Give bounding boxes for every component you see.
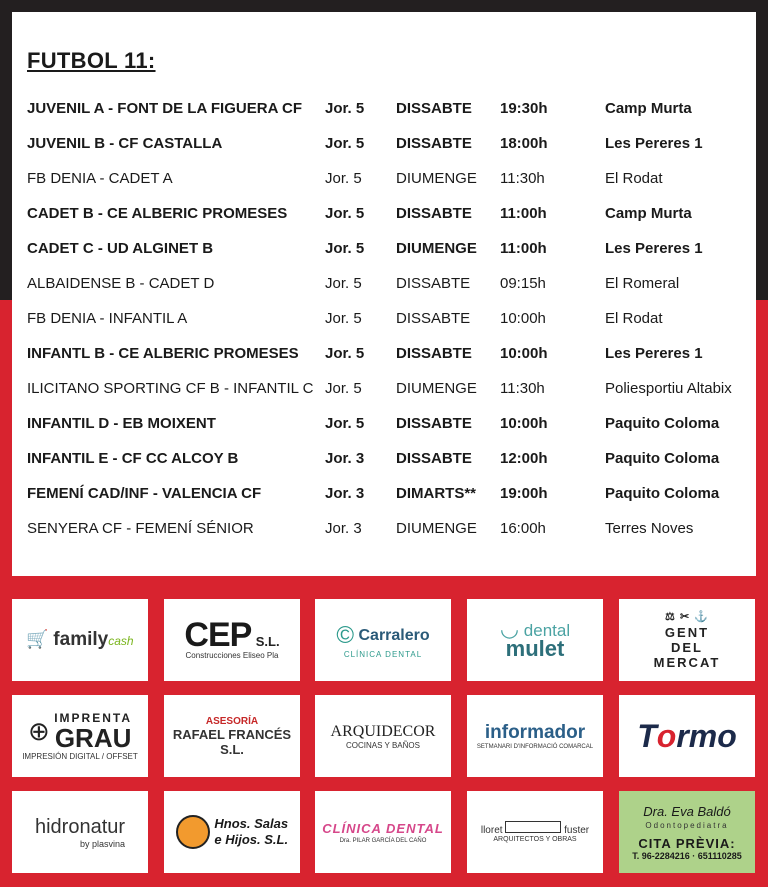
fixture-row	[12, 231, 756, 266]
sponsor-family-cash-name: family	[53, 629, 109, 650]
fixture-match: CADET B - CE ALBERIC PROMESES	[27, 205, 288, 222]
sponsor-eva-phones: T. 96-2284216 · 651110285	[632, 851, 742, 861]
fixture-venue: Paquito Coloma	[605, 450, 720, 467]
fixture-jornada: Jor. 5	[325, 100, 365, 117]
fixture-day: DIUMENGE	[396, 520, 477, 537]
fixture-match: FB DENIA - CADET A	[27, 170, 173, 187]
fixture-day: DISSABTE	[396, 275, 471, 292]
orange-fruit-icon	[176, 815, 210, 849]
sponsor-grau-line1: IMPRENTA	[54, 711, 132, 725]
sponsor-arquidecor-name: ARQUIDECOR	[330, 722, 436, 740]
fixture-day: DIUMENGE	[396, 380, 477, 397]
sponsor-tormo	[619, 695, 755, 777]
fixture-jornada: Jor. 3	[325, 450, 365, 467]
fixture-jornada: Jor. 5	[325, 240, 365, 257]
sponsor-eva-specialty: Odontopediatra	[645, 821, 729, 830]
sponsor-rafael-frances	[164, 695, 300, 777]
sponsor-hidronatur	[12, 791, 148, 873]
fixture-jornada: Jor. 5	[325, 135, 365, 152]
sponsor-informador-subtitle: SETMANARI D'INFORMACIÓ COMARCAL	[476, 744, 594, 750]
fixture-day: DISSABTE	[396, 450, 472, 467]
cart-icon: 🛒	[26, 629, 49, 649]
fixture-jornada: Jor. 5	[325, 380, 362, 397]
fixture-day: DISSABTE	[396, 310, 471, 327]
sponsor-salas-line2: e Hijos. S.L.	[214, 832, 289, 847]
fixture-time: 10:00h	[500, 310, 546, 327]
fixture-match: JUVENIL A - FONT DE LA FIGUERA CF	[27, 100, 303, 117]
sponsor-hidronatur-name: hidronatur	[34, 815, 126, 838]
fixture-row	[12, 511, 756, 546]
fixture-match: ILICITANO SPORTING CF B - INFANTIL C	[27, 380, 314, 397]
sponsor-carralero-name: Carralero	[358, 626, 430, 644]
sponsor-informador-name: informador	[484, 722, 586, 743]
fixture-day: DIMARTS**	[396, 485, 477, 502]
sponsor-dental-mulet	[467, 599, 603, 681]
crosshair-icon: ⊕	[27, 716, 50, 746]
section-heading: FUTBOL 11:	[27, 48, 156, 73]
fixture-row	[12, 441, 756, 476]
sponsor-cep-suffix: S.L.	[255, 634, 280, 649]
fixture-venue: El Rodat	[605, 170, 663, 187]
fixture-time: 10:00h	[500, 345, 548, 362]
fixtures-panel	[12, 12, 756, 576]
sponsor-arquidecor	[315, 695, 451, 777]
fixture-time: 11:00h	[500, 205, 547, 222]
fixture-row	[12, 476, 756, 511]
sponsor-cep	[164, 599, 300, 681]
fixture-row	[12, 336, 756, 371]
fixture-day: DISSABTE	[396, 345, 472, 362]
sponsor-gent-line1: GENT	[664, 625, 710, 640]
carralero-logo-icon: ©	[336, 621, 355, 649]
fixture-day: DIUMENGE	[396, 170, 477, 187]
boxes-graphic	[505, 821, 561, 833]
sponsor-dental-mulet-line1: dental	[523, 621, 571, 640]
fixture-match: INFANTIL D - EB MOIXENT	[27, 415, 216, 432]
market-icons: ⚖ ✂ ⚓	[665, 611, 709, 623]
sponsor-family-cash	[12, 599, 148, 681]
sponsor-gent-del-mercat	[619, 599, 755, 681]
fixture-row	[12, 196, 756, 231]
fixture-time: 11:30h	[500, 380, 545, 397]
fixture-venue: Les Pereres 1	[605, 240, 703, 257]
sponsor-tormo-t: T	[637, 717, 657, 754]
sponsor-family-cash-accent: cash	[108, 634, 134, 648]
fixture-venue: Camp Murta	[605, 205, 692, 222]
fixture-venue: Les Pereres 1	[605, 345, 703, 362]
sponsor-clinica-dental	[315, 791, 451, 873]
fixture-time: 11:30h	[500, 170, 545, 187]
sponsor-rafael-line2: RAFAEL FRANCÉS S.L.	[172, 726, 292, 757]
sponsor-arquidecor-subtitle: COCINAS Y BAÑOS	[346, 740, 420, 750]
fixture-jornada: Jor. 5	[325, 170, 362, 187]
fixture-row	[12, 126, 756, 161]
fixture-day: DISSABTE	[396, 100, 472, 117]
fixture-time: 19:00h	[500, 485, 548, 502]
fixture-match: INFANTL B - CE ALBERIC PROMESES	[27, 345, 299, 362]
fixture-day: DISSABTE	[396, 205, 472, 222]
fixture-venue: El Romeral	[605, 275, 680, 292]
sponsor-eva-baldo	[619, 791, 755, 873]
fixture-match: CADET C - UD ALGINET B	[27, 240, 214, 257]
fixture-day: DIUMENGE	[396, 240, 477, 257]
fixture-day: DISSABTE	[396, 415, 472, 432]
fixture-match: ALBAIDENSE B - CADET D	[27, 275, 215, 292]
sponsor-rafael-line1: ASESORÍA	[205, 715, 259, 727]
sponsor-cep-name: CEP	[184, 616, 252, 654]
fixture-jornada: Jor. 5	[325, 345, 365, 362]
fixture-day: DISSABTE	[396, 135, 472, 152]
sponsor-clinica-dental-name: CLÍNICA DENTAL	[322, 821, 444, 836]
fixture-venue: Camp Murta	[605, 100, 692, 117]
sponsor-imprenta-grau	[12, 695, 148, 777]
sponsor-eva-name: Dra. Eva Baldó	[643, 804, 731, 819]
fixture-match: FEMENÍ CAD/INF - VALENCIA CF	[27, 485, 262, 502]
sponsor-grau-subtitle: IMPRESIÓN DIGITAL / OFFSET	[22, 752, 138, 761]
fixture-time: 11:00h	[500, 240, 547, 257]
sponsor-lloret-fuster	[467, 791, 603, 873]
fixture-time: 18:00h	[500, 135, 548, 152]
fixture-match: FB DENIA - INFANTIL A	[27, 310, 188, 327]
fixture-time: 09:15h	[500, 275, 546, 292]
fixture-match: SENYERA CF - FEMENÍ SÉNIOR	[27, 520, 254, 537]
sponsor-tormo-o: o	[656, 717, 677, 754]
sponsor-cep-subtitle: Construcciones Eliseo Pla	[185, 651, 279, 660]
sponsor-carralero	[315, 599, 451, 681]
sponsor-tormo-rest: rmo	[676, 717, 737, 754]
sponsor-carralero-subtitle: CLÍNICA DENTAL	[343, 649, 423, 659]
fixture-row	[12, 406, 756, 441]
sponsor-clinica-dental-subtitle: Dra. PILAR GARCÍA DEL CAÑO	[339, 838, 427, 844]
fixture-row	[12, 371, 756, 406]
fixture-venue: Terres Noves	[605, 520, 694, 537]
sponsor-lloret-left: lloret	[480, 825, 503, 836]
fixture-time: 10:00h	[500, 415, 548, 432]
fixture-jornada: Jor. 5	[325, 415, 365, 432]
sponsor-salas-line1: Hnos. Salas	[214, 816, 289, 831]
fixture-row	[12, 266, 756, 301]
sponsor-grau-line2: GRAU	[54, 723, 132, 753]
sponsor-lloret-subtitle: ARQUITECTOS Y OBRAS	[493, 836, 577, 843]
tooth-icon: ◡	[499, 616, 520, 641]
fixture-jornada: Jor. 3	[325, 485, 365, 502]
fixture-jornada: Jor. 5	[325, 205, 365, 222]
fixture-venue: Poliesportiu Altabix	[605, 380, 732, 397]
sponsor-gent-line3: MERCAT	[653, 655, 721, 670]
fixture-jornada: Jor. 5	[325, 275, 362, 292]
fixture-venue: Les Pereres 1	[605, 135, 703, 152]
fixture-jornada: Jor. 5	[325, 310, 362, 327]
fixture-row	[12, 91, 756, 126]
fixture-venue: El Rodat	[605, 310, 663, 327]
sponsor-eva-cita: CITA PRÈVIA:	[638, 836, 736, 851]
sponsor-hidronatur-subtitle: by plasvina	[80, 838, 126, 849]
fixture-venue: Paquito Coloma	[605, 485, 720, 502]
fixture-time: 19:30h	[500, 100, 548, 117]
fixture-match: JUVENIL B - CF CASTALLA	[27, 135, 223, 152]
sponsor-informador	[467, 695, 603, 777]
sponsor-dental-mulet-line2: mulet	[505, 636, 565, 661]
fixture-time: 16:00h	[500, 520, 546, 537]
sponsor-lloret-right: fuster	[564, 825, 590, 836]
fixture-venue: Paquito Coloma	[605, 415, 720, 432]
fixture-jornada: Jor. 3	[325, 520, 362, 537]
fixture-row	[12, 161, 756, 196]
sponsor-hnos-salas	[164, 791, 300, 873]
fixture-row	[12, 301, 756, 336]
sponsor-gent-line2: DEL	[670, 640, 703, 655]
fixture-match: INFANTIL E - CF CC ALCOY B	[27, 450, 239, 467]
fixture-time: 12:00h	[500, 450, 548, 467]
